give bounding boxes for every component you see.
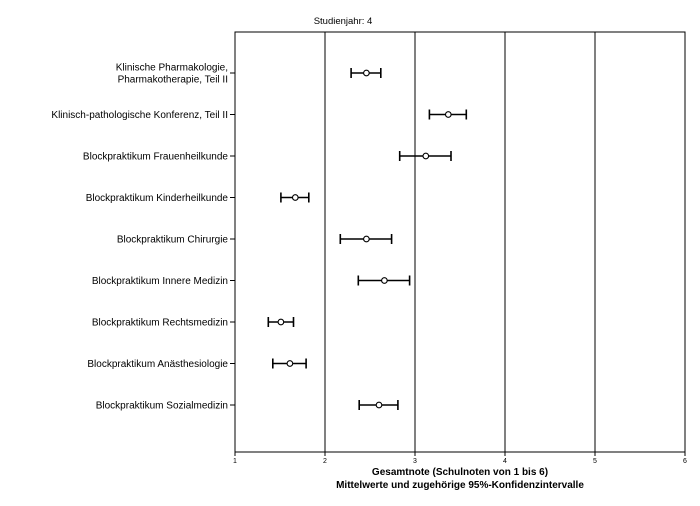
ci-errorbar: [273, 359, 306, 369]
category-label: Klinische Pharmakologie,: [115, 62, 228, 74]
x-tick-label: 6: [683, 458, 687, 465]
mean-marker: [293, 195, 299, 201]
category-label: Blockpraktikum Rechtsmedizin: [91, 317, 228, 329]
mean-marker: [287, 361, 293, 367]
category-label: Pharmakotherapie, Teil II: [117, 74, 228, 86]
category-label: Blockpraktikum Chirurgie: [116, 234, 228, 246]
x-tick-label: 4: [503, 458, 507, 465]
mean-marker: [382, 278, 388, 284]
x-tick-label: 3: [413, 458, 417, 465]
ci-errorbar: [351, 68, 381, 78]
estimate-marks: [268, 68, 466, 410]
x-tick-label: 2: [323, 458, 327, 465]
mean-marker: [364, 236, 370, 242]
ci-errorbar: [429, 110, 466, 120]
category-label: Klinisch-pathologische Konferenz, Teil II: [51, 110, 228, 121]
ci-errorbar: [400, 151, 451, 161]
ci-errorbar: [268, 317, 293, 327]
category-label: Blockpraktikum Sozialmedizin: [95, 400, 228, 412]
mean-marker: [446, 112, 452, 118]
ci-errorbar: [340, 234, 391, 244]
ci-errorbar: [359, 400, 398, 410]
category-label: Blockpraktikum Kinderheilkunde: [85, 193, 228, 204]
mean-marker: [364, 70, 370, 76]
plot-frame: [235, 32, 685, 452]
x-axis-title: Gesamtnote (Schulnoten von 1 bis 6): [371, 467, 549, 478]
category-label: Blockpraktikum Innere Medizin: [91, 276, 228, 287]
ci-errorbar: [358, 276, 409, 286]
chart-title: Studienjahr: 4: [313, 16, 373, 27]
category-labels: [51, 63, 235, 412]
x-axis-subtitle: Mittelwerte und zugehörige 95%-Konfidenzintervalle: [336, 480, 584, 491]
ci-errorbar: [281, 193, 309, 203]
x-axis-ticks: [233, 452, 687, 465]
x-tick-label: 5: [593, 458, 597, 465]
mean-marker: [376, 402, 382, 408]
category-label: Blockpraktikum Anästhesiologie: [87, 359, 228, 370]
category-label: Blockpraktikum Frauenheilkunde: [82, 151, 228, 163]
mean-marker: [278, 319, 284, 325]
mean-marker: [423, 153, 429, 159]
x-tick-label: 1: [233, 458, 237, 465]
